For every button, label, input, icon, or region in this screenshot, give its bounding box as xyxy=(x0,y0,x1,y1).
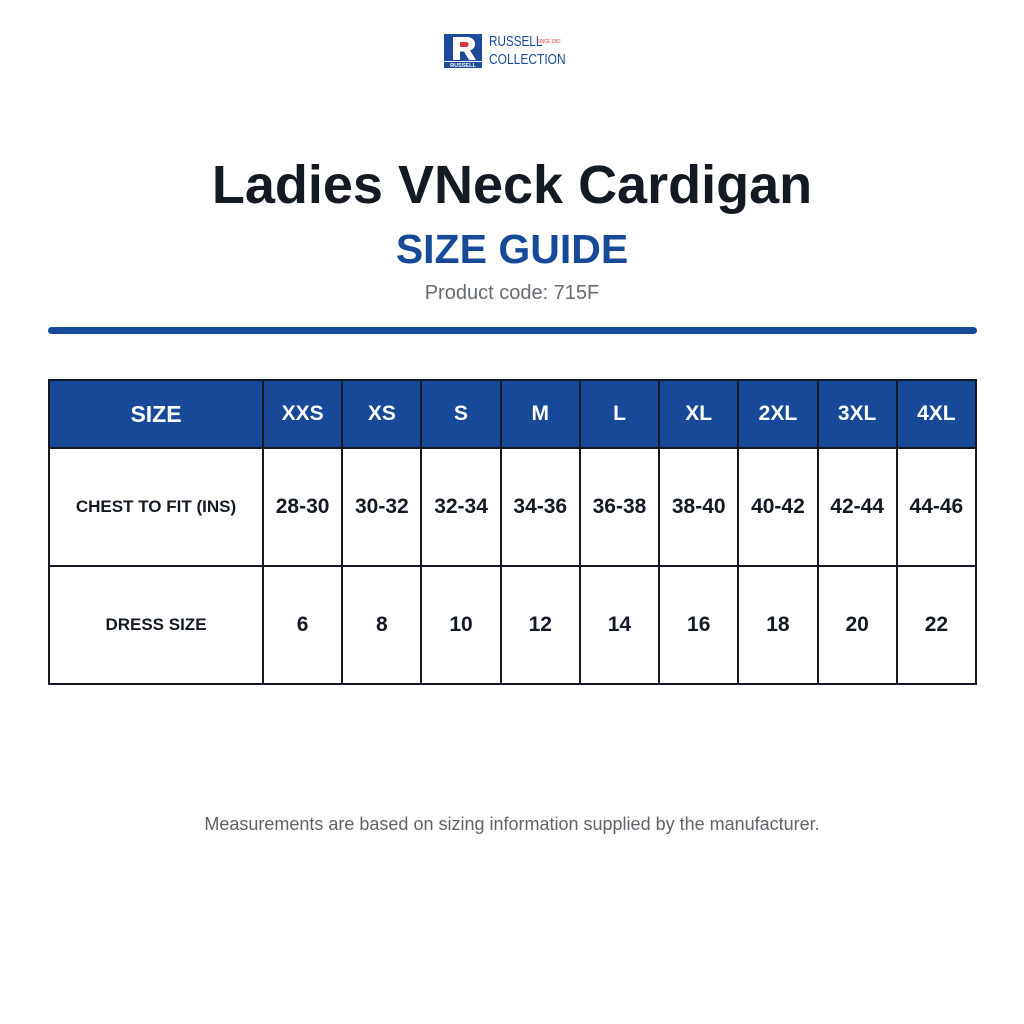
table-cell: 18 xyxy=(738,566,817,684)
table-cell: 44-46 xyxy=(897,448,976,566)
table-cell: 30-32 xyxy=(342,448,421,566)
table-cell: 28-30 xyxy=(263,448,342,566)
table-cell: 14 xyxy=(580,566,659,684)
table-cell: 22 xyxy=(897,566,976,684)
header-size-3xl: 3XL xyxy=(818,380,897,448)
header-size-label: SIZE xyxy=(49,380,263,448)
table-row-chest xyxy=(49,448,976,566)
logo-wordmark xyxy=(489,34,585,68)
page-title: Ladies VNeck Cardigan xyxy=(211,155,813,215)
logo-collection: COLLECTION xyxy=(489,51,566,68)
table-cell: 10 xyxy=(421,566,500,684)
footer-note: Measurements are based on sizing information supplied by the manufacturer. xyxy=(204,814,820,834)
table-cell: 8 xyxy=(342,566,421,684)
table-header-row xyxy=(49,380,976,448)
header-size-s: S xyxy=(421,380,500,448)
table-cell: 42-44 xyxy=(818,448,897,566)
table-cell: 38-40 xyxy=(659,448,738,566)
logo-since: SINCE 1902 xyxy=(537,39,561,45)
table-cell: 32-34 xyxy=(421,448,500,566)
table-cell: 16 xyxy=(659,566,738,684)
logo-mark-text: RUSSELL xyxy=(450,63,476,68)
russell-r-icon xyxy=(444,34,482,68)
table-row-dress xyxy=(49,566,976,684)
header-size-m: M xyxy=(501,380,580,448)
header-size-l: L xyxy=(580,380,659,448)
table-cell: 20 xyxy=(818,566,897,684)
product-code: Product code: 715F xyxy=(424,282,600,304)
table-cell: 12 xyxy=(501,566,580,684)
header-size-xxs: XXS xyxy=(263,380,342,448)
header-size-xs: XS xyxy=(342,380,421,448)
row-label-dress: DRESS SIZE xyxy=(49,566,263,684)
row-label-chest: CHEST TO FIT (INS) xyxy=(49,448,263,566)
page-subtitle: SIZE GUIDE xyxy=(395,226,629,272)
header-size-xl: XL xyxy=(659,380,738,448)
brand-logo xyxy=(444,34,585,68)
size-table xyxy=(48,379,977,685)
table-cell: 34-36 xyxy=(501,448,580,566)
table-cell: 6 xyxy=(263,566,342,684)
header-size-2xl: 2XL xyxy=(738,380,817,448)
logo-brand-name: RUSSELL xyxy=(489,33,543,50)
table-cell: 40-42 xyxy=(738,448,817,566)
divider xyxy=(48,327,977,334)
table-cell: 36-38 xyxy=(580,448,659,566)
header-size-4xl: 4XL xyxy=(897,380,976,448)
